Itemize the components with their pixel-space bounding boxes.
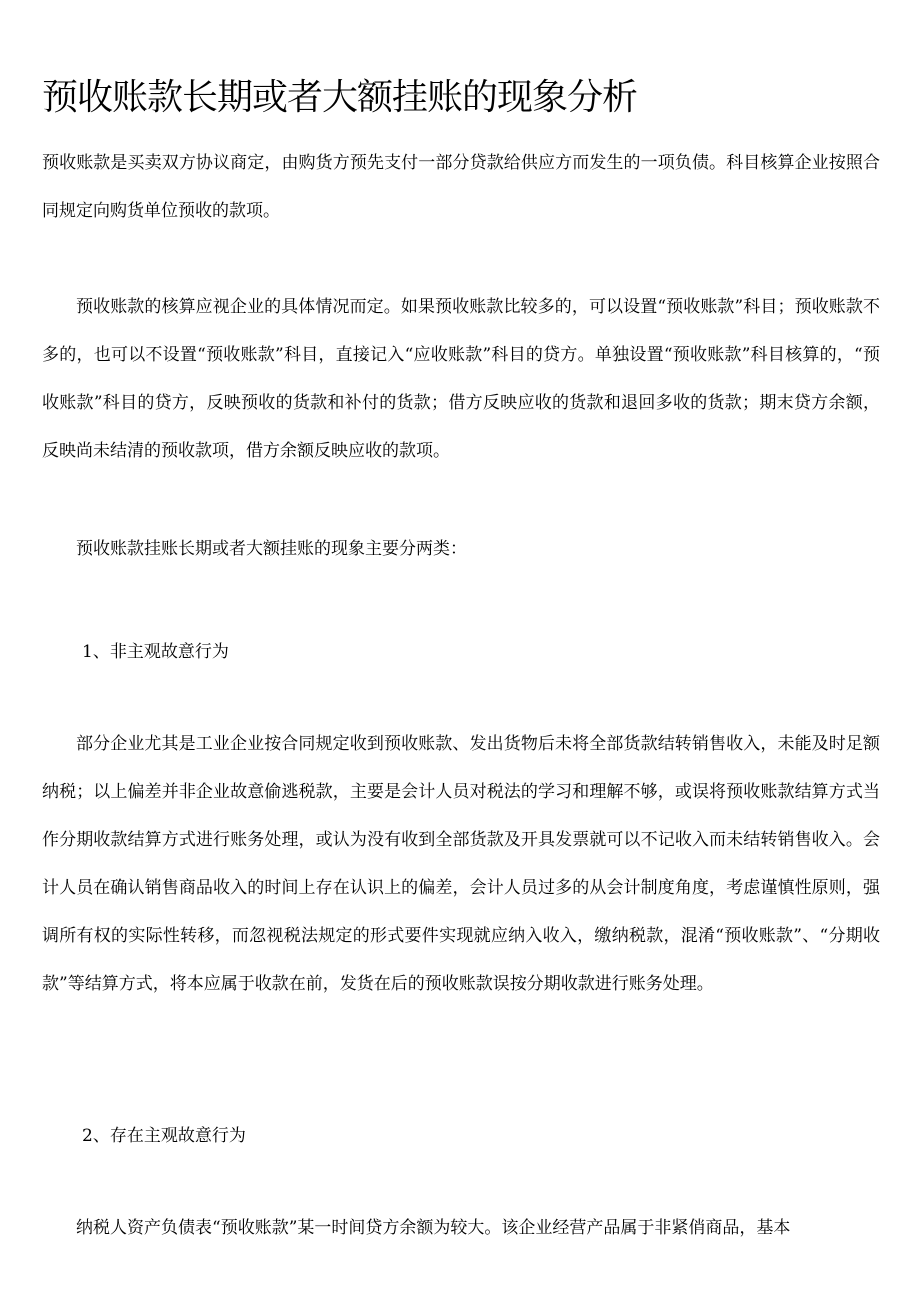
section-1-paragraph: 部分企业尤其是工业企业按合同规定收到预收账款、发出货物后未将全部货款结转销售收入，未能及时足额纳税；以上偏差并非企业故意偷逃税款，主要是会计人员对税法的学习和理解不够，或误将预收账款结算方式当作分期收款结算方式进行账务处理，或认为没有收到全部货款及开具发票就可以不记收入而未结转销售收入。会计人员在确认销售商品收入的时间上存在认识上的偏差，会计人员过多的从会计制度角度，考虑谨慎性原则，强调所有权的实际性转移，而忽视税法规定的形式要件实现就应纳入收入，缴纳税款，混淆“预收账款”、“分期收款”等结算方式，将本应属于收款在前，发货在后的预收账款误按分期收款进行账务处理。 (42, 734, 880, 994)
section-2-paragraph: 纳税人资产负债表“预收账款”某一时间贷方余额为较大。该企业经营产品属于非紧俏商品，基本 (76, 1218, 791, 1238)
page-title: 预收账款长期或者大额挂账的现象分析 (42, 77, 638, 118)
categories-intro-paragraph: 预收账款挂账长期或者大额挂账的现象主要分两类： (76, 539, 467, 559)
section-1-heading: 1、非主观故意行为 (82, 642, 229, 662)
accounting-paragraph: 预收账款的核算应视企业的具体情况而定。如果预收账款比较多的，可以设置“预收账款”科目；预收账款不多的，也可以不设置“预收账款”科目，直接记入“应收账款”科目的贷方。单独设置“预收账款”科目核算的，“预收账款”科目的贷方，反映预收的货款和补付的货款；借方反映应收的货款和退回多收的货款；期末贷方余额，反映尚未结清的预收款项，借方余额反映应收的款项。 (42, 297, 880, 461)
intro-paragraph: 预收账款是买卖双方协议商定，由购货方预先支付一部分贷款给供应方而发生的一项负债。科目核算企业按照合同规定向购货单位预收的款项。 (42, 153, 880, 221)
section-2-heading: 2、存在主观故意行为 (82, 1126, 246, 1146)
